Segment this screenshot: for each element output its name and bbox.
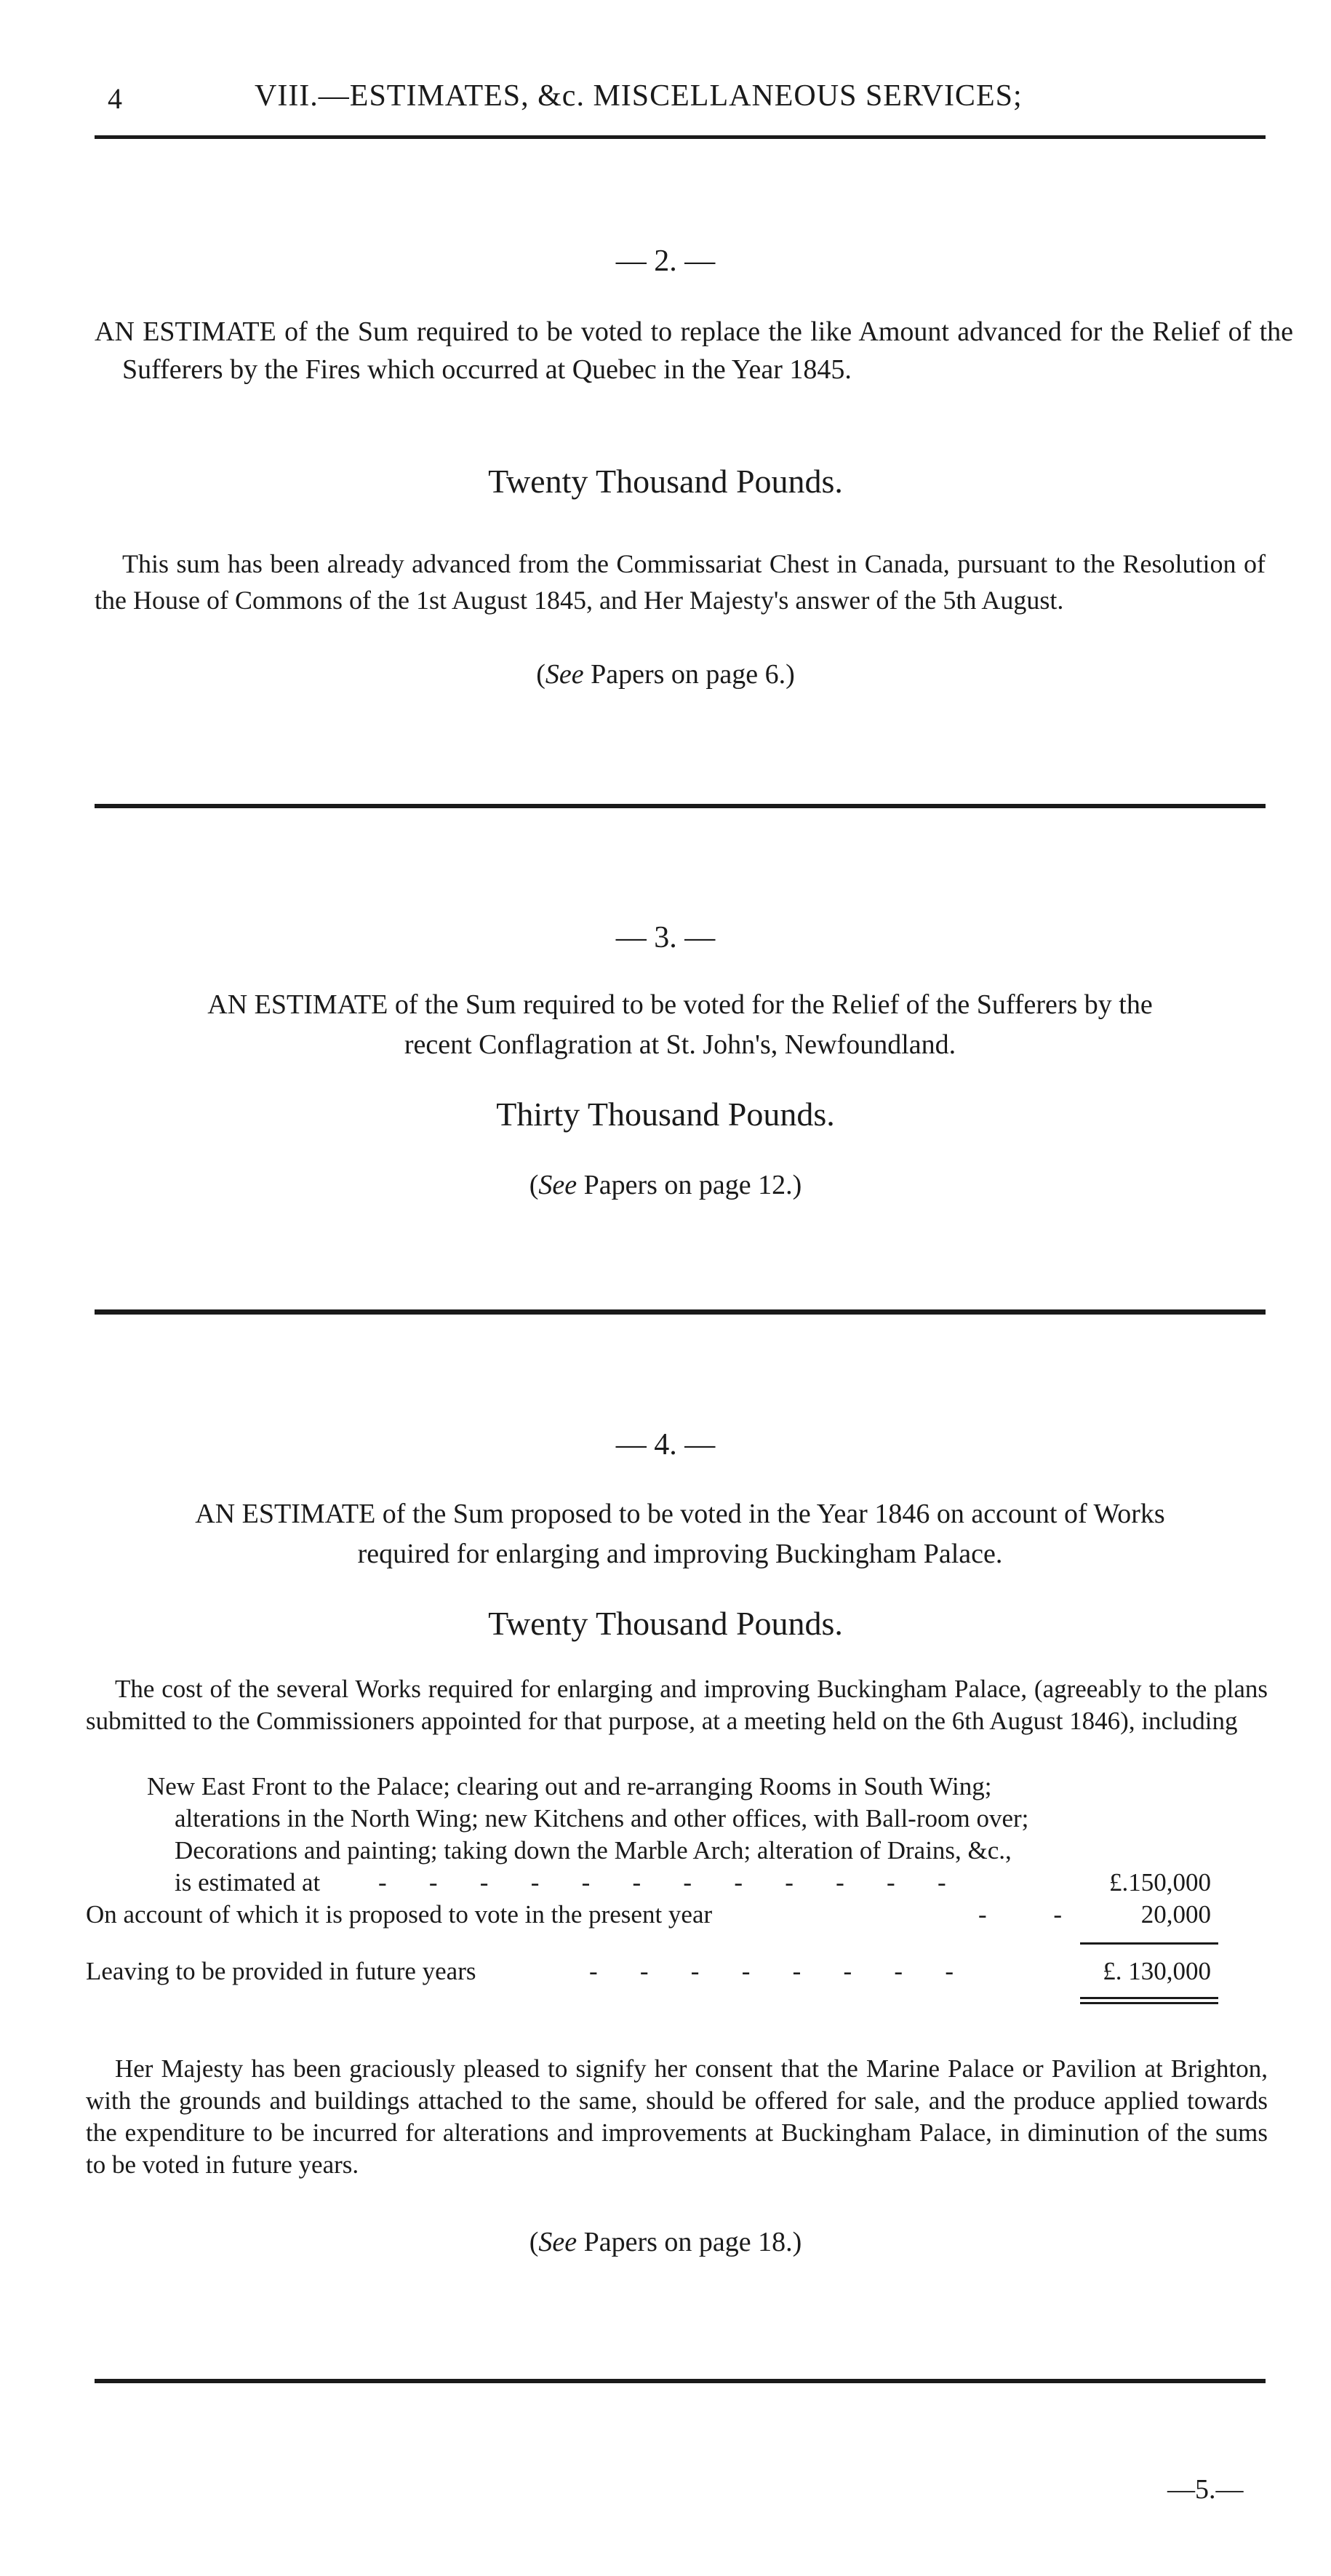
ref-open: ( bbox=[536, 659, 545, 690]
section-2-number: — 2. — bbox=[615, 244, 716, 278]
estimated-value: £.150,000 bbox=[1109, 1868, 1211, 1897]
works-line-1: New East Front to the Palace; clearing out and re-arranging Rooms in South Wing; bbox=[147, 1772, 992, 1801]
ref-rest: Papers on page 6.) bbox=[583, 659, 795, 690]
catchword: —5.— bbox=[1167, 2474, 1244, 2505]
header-rule bbox=[95, 135, 1266, 139]
section-divider-1 bbox=[95, 804, 1266, 808]
ref-see: See bbox=[538, 1170, 577, 1200]
total-rule-2 bbox=[1080, 2002, 1218, 2004]
works-line-3: Decorations and painting; taking down the Marble Arch; alteration of Drains, &c., bbox=[175, 1836, 1012, 1865]
section-4-note: Her Majesty has been graciously pleased to signify her consent that the Marine Palace or Pavilion at Brighton, with the grounds and buildings attached to the same, should be offered for sale, and the produce applied towards the expenditure to be incurred for alterations and improvements at Buckingham Palace, in diminution of the sums to be voted in future years. bbox=[86, 2054, 1268, 2179]
leader-dots: - - - - - - - - bbox=[589, 1957, 959, 1985]
works-line-2: alterations in the North Wing; new Kitchens and other offices, with Ball-room over; bbox=[175, 1804, 1029, 1833]
page-number: 4 bbox=[108, 82, 122, 115]
section-4-number: — 4. — bbox=[615, 1428, 716, 1462]
section-3-title-line2: recent Conflagration at St. John's, Newfoundland. bbox=[404, 1029, 956, 1060]
section-3-reference bbox=[0, 1169, 1331, 1201]
section-2-reference bbox=[0, 658, 1331, 690]
leaving-label: Leaving to be provided in future years bbox=[86, 1957, 476, 1985]
estimated-label: is estimated at bbox=[175, 1868, 321, 1897]
vote-value: 20,000 bbox=[1140, 1900, 1211, 1929]
running-head: VIII.—ESTIMATES, &c. MISCELLANEOUS SERVICES; bbox=[255, 79, 1023, 113]
bottom-rule bbox=[95, 2379, 1266, 2383]
section-4-title-line2: required for enlarging and improving Buckingham Palace. bbox=[357, 1539, 1003, 1569]
section-4-amount: Twenty Thousand Pounds. bbox=[488, 1605, 843, 1642]
section-3-title-line1: AN ESTIMATE of the Sum required to be voted for the Relief of the Sufferers by the bbox=[207, 989, 1153, 1020]
ref-open: ( bbox=[529, 1170, 539, 1200]
ref-see: See bbox=[538, 2227, 577, 2257]
ref-open: ( bbox=[529, 2227, 539, 2257]
section-3-number: — 3. — bbox=[615, 921, 716, 954]
leaving-value: £. 130,000 bbox=[1103, 1957, 1211, 1985]
ref-rest: Papers on page 12.) bbox=[577, 1170, 802, 1200]
section-2-title: AN ESTIMATE of the Sum required to be voted to replace the like Amount advanced for the Relief of the Sufferers by the Fires which occurred at Quebec in the Year 1845. bbox=[95, 316, 1293, 385]
ref-rest: Papers on page 18.) bbox=[577, 2227, 802, 2257]
section-3-amount: Thirty Thousand Pounds. bbox=[496, 1096, 835, 1133]
leader-dots: - - - - - - - - - - - - bbox=[378, 1868, 952, 1897]
section-4-intro: The cost of the several Works required for enlarging and improving Buckingham Palace, (agreeably to the plans submitted to the Commissioners appointed for that purpose, at a meeting held on the 6th August 1846), including bbox=[86, 1675, 1268, 1735]
sum-rule bbox=[1080, 1942, 1218, 1945]
vote-label: On account of which it is proposed to vote in the present year bbox=[86, 1900, 713, 1929]
section-4-title-line1: AN ESTIMATE of the Sum proposed to be voted in the Year 1846 on account of Works bbox=[195, 1499, 1165, 1529]
leader-dots: - - bbox=[978, 1900, 1068, 1929]
ref-see: See bbox=[545, 659, 584, 690]
section-2-amount: Twenty Thousand Pounds. bbox=[488, 463, 843, 500]
total-rule-1 bbox=[1080, 1997, 1218, 1999]
section-2-note: This sum has been already advanced from the Commissariat Chest in Canada, pursuant to the Resolution of the House of Commons of the 1st August 1845, and Her Majesty's answer of the 5th August. bbox=[95, 549, 1266, 615]
section-divider-2 bbox=[95, 1309, 1266, 1315]
section-4-reference bbox=[0, 2226, 1331, 2258]
